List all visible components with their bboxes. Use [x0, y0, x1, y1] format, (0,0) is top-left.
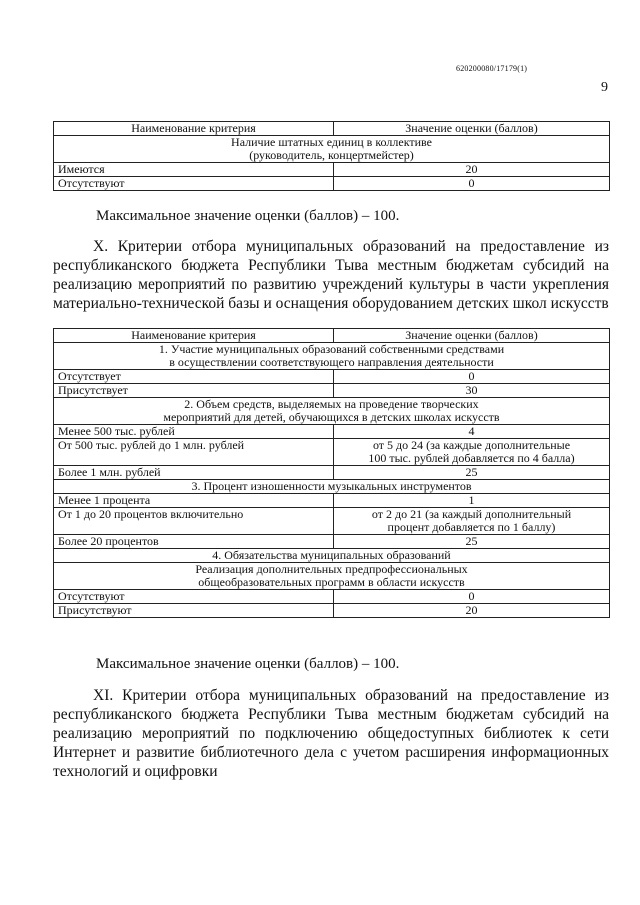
group-row [54, 343, 610, 370]
table-row [54, 177, 610, 191]
group-row [54, 480, 610, 494]
criterion-cell: От 1 до 20 процентов включительно [54, 508, 334, 535]
score-cell: 30 [334, 384, 610, 398]
table-row [54, 439, 610, 466]
table-row [54, 535, 610, 549]
score-cell: 20 [334, 163, 610, 177]
table-row [54, 494, 610, 508]
section-xi-heading: XI. Критерии отбора муниципальных образований на предоставление из республиканского бюджета Республики Тыва местным бюджетам субсидий на реализацию мероприятий по подключению общедоступных библиотек к сети Интернет и развитие библиотечного дела с учетом расширения информационных технологий и оцифровки [53, 687, 609, 780]
max-score-line: Максимальное значение оценки (баллов) – 100. [96, 208, 400, 224]
page-number: 9 [601, 80, 608, 95]
col-criterion-header: Наименование критерия [54, 122, 334, 136]
section-x-heading: X. Критерии отбора муниципальных образований на предоставление из республиканского бюджета Республики Тыва местным бюджетам субсидий на реализацию мероприятий по развитию учреждений культуры в части укрепления материально-технической базы и оснащения оборудованием детских школ искусств [53, 238, 609, 312]
group-row [54, 398, 610, 425]
score-cell: 0 [334, 177, 610, 191]
criterion-cell: Более 1 млн. рублей [54, 466, 334, 480]
group-row [54, 549, 610, 563]
score-cell: 20 [334, 604, 610, 618]
table-row [54, 370, 610, 384]
score-cell: 0 [334, 370, 610, 384]
group-title: Наличие штатных единиц в коллективе (руководитель, концертмейстер) [54, 136, 610, 163]
group-title: 4. Обязательства муниципальных образований [54, 549, 610, 563]
group-title: 2. Объем средств, выделяемых на проведение творческих мероприятий для детей, обучающихся в детских школах искусств [54, 398, 610, 425]
criterion-cell: Отсутствуют [54, 177, 334, 191]
document-id: 620200080/17179(1) [456, 64, 528, 73]
table-row [54, 466, 610, 480]
group-title: 1. Участие муниципальных образований собственными средствами в осуществлении соответствующего направления деятельности [54, 343, 610, 370]
score-cell: 4 [334, 425, 610, 439]
col-criterion-header: Наименование критерия [54, 329, 334, 343]
criterion-cell: Более 20 процентов [54, 535, 334, 549]
table-row [54, 590, 610, 604]
criteria-table-art-schools [53, 328, 610, 618]
max-score-line: Максимальное значение оценки (баллов) – 100. [96, 656, 400, 672]
criterion-cell: Отсутствует [54, 370, 334, 384]
subgroup-row [54, 563, 610, 590]
table-header-row [54, 122, 610, 136]
criterion-cell: Отсутствуют [54, 590, 334, 604]
score-cell: 25 [334, 466, 610, 480]
subgroup-title: Реализация дополнительных предпрофессиональных общеобразовательных программ в области искусств [54, 563, 610, 590]
table-row [54, 384, 610, 398]
table-header-row [54, 329, 610, 343]
table-row [54, 425, 610, 439]
score-cell: от 2 до 21 (за каждый дополнительный процент добавляется по 1 баллу) [334, 508, 610, 535]
group-title: 3. Процент изношенности музыкальных инструментов [54, 480, 610, 494]
table-row [54, 163, 610, 177]
criterion-cell: Присутствуют [54, 604, 334, 618]
group-row [54, 136, 610, 163]
criterion-cell: Менее 500 тыс. рублей [54, 425, 334, 439]
criterion-cell: Имеются [54, 163, 334, 177]
score-cell: 0 [334, 590, 610, 604]
score-cell: 1 [334, 494, 610, 508]
criteria-table-staff [53, 121, 610, 191]
score-cell: 25 [334, 535, 610, 549]
col-score-header: Значение оценки (баллов) [334, 122, 610, 136]
table-row [54, 508, 610, 535]
criterion-cell: Менее 1 процента [54, 494, 334, 508]
col-score-header: Значение оценки (баллов) [334, 329, 610, 343]
criterion-cell: Присутствует [54, 384, 334, 398]
score-cell: от 5 до 24 (за каждые дополнительные 100 тыс. рублей добавляется по 4 балла) [334, 439, 610, 466]
criterion-cell: От 500 тыс. рублей до 1 млн. рублей [54, 439, 334, 466]
table-row [54, 604, 610, 618]
